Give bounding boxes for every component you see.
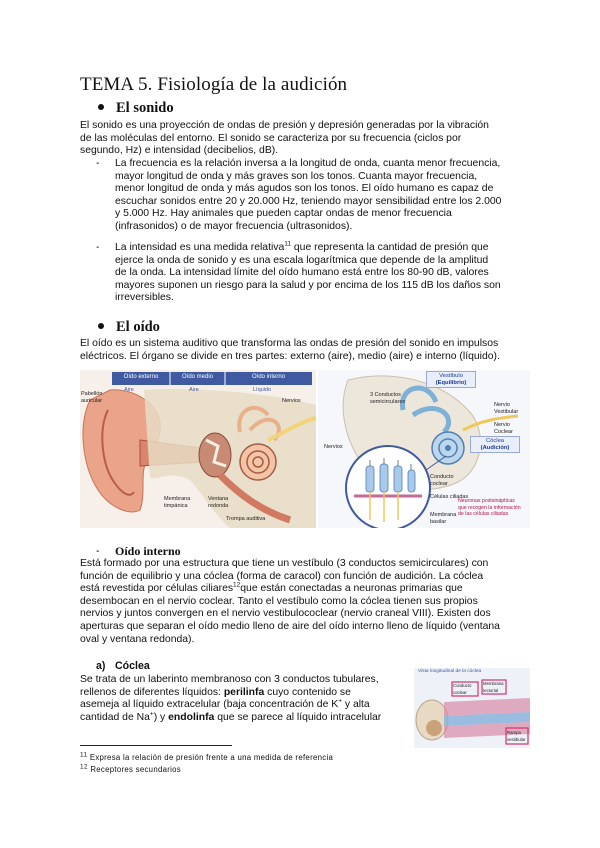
label-nervios-2: Nervios	[324, 444, 343, 450]
bullet-intensidad: - La intensidad es una medida relativa$^{11}$ que representa la cantidad de presión que ejerce la onda de sonido y es una escala logarítmica que depende de la amplitud de la onda. La intensidad límite del oído humano está entre los 80-90 dB, valores mayores suponen un riesgo para la salud y por encima de los 115 dB los daños son irreversibles.	[96, 240, 501, 304]
inner-ear-body: Está formado por una estructura que tiene un vestíbulo (3 conductos semicirculares) con función de equilibrio y una cóclea (forma de caracol) con función de audición. La cóclea está revestida por células ciliares$^{12}$que están conectadas a neuronas primarias que desembocan en el nervio coclear. Tanto el vestíbulo como la cóclea tienen sus propios nervios y juntos convergen en el nervio vestibulococlear (nervio craneal VIII). Existen dos aperturas que separan el oído medio lleno de aire del oído interno lleno de líquido (ventana oval y ventana redonda).	[80, 558, 500, 645]
page-title: TEMA 5. Fisiología de la audición	[80, 74, 348, 95]
sub-aire-externo: Aire	[124, 387, 134, 393]
label-trompa-auditiva: Trompa auditiva	[226, 516, 266, 522]
inner-ear-figure	[318, 370, 530, 528]
label-vestibulo: Vestíbulo (Equilibrio)	[426, 371, 476, 388]
oido-intro: El oído es un sistema auditivo que transforma las ondas de presión del sonido en impulsos eléctricos. El órgano se divide en tres partes: externo (aire), medio (aire) e interno (líquido).	[80, 338, 500, 362]
cochlea-longitudinal-figure	[414, 668, 530, 748]
note-neuronas: Neuronas postsinápticas que recogen la información de las células ciliadas	[458, 498, 521, 517]
fig3-header: Vista longitudinal de la cóclea	[418, 669, 482, 674]
sub-aire-medio: Aire	[189, 387, 199, 393]
section-heading-sonido: El sonido	[98, 100, 174, 117]
bullet-dot-icon	[98, 104, 104, 110]
label-pabellon: Pabellón auricular	[81, 391, 103, 404]
tab-oido-externo: Oído externo	[123, 374, 159, 380]
inner-ear-dash: -	[96, 545, 100, 557]
sub-liquido: Líquido	[253, 387, 272, 393]
box-rampa-vestibular: Rampa vestibular	[507, 730, 526, 742]
section-heading-oido: El oído	[98, 319, 160, 336]
label-membrana-timpanica: Membrana timpánica	[164, 496, 191, 509]
box-conducto-coclear: Conducto coclear	[453, 683, 472, 695]
label-conducto-coclear: Conducto coclear	[430, 474, 454, 487]
label-conductos: 3 Conductos semicirculares	[370, 392, 406, 405]
footnote-12: $^{12}$ Receptores secundarios	[80, 763, 181, 774]
box-membrana-tectorial: Membrana tectorial	[483, 681, 504, 693]
coclea-body: Se trata de un laberinto membranoso con 3 conductos tubulares, rellenos de diferentes líquidos: perilinfa cuyo contenido se asemeja al líquido extracelular (baja concentración de K+ y alta cantidad de Na+) y endolinfa que se parece al líquido intracelular	[80, 674, 382, 723]
bullet-frecuencia: - La frecuencia es la relación inversa a la longitud de onda, cuanta menor frecuencia, mayor longitud de onda y más graves son los tonos. Cuanta mayor frecuencia, menor longitud de onda y más agudos son los tonos. El oído humano es capaz de escuchar sonidos entre 20 y 20.000 Hz, teniendo mayor sensibilidad entre los 2.000 y 5.000 Hz. Hay animales que pueden captar ondas de menor frecuencia (infrasonidos) o de mayor frecuencia (ultrasonidos).	[96, 158, 502, 232]
sonido-intro: El sonido es una proyección de ondas de presión y depresión generadas por la vibración de las moléculas del entorno. El sonido se caracteriza por su frecuencia (ciclos por segundo, Hz) e intensidad (decibelios, dB).	[80, 120, 489, 157]
tab-oido-interno: Oído interno	[251, 374, 286, 380]
ear-anatomy-figure	[80, 370, 316, 528]
label-nervio-vestibular: Nervio Vestibular	[494, 402, 519, 415]
label-nervio-coclear: Nervio Coclear	[494, 422, 513, 435]
label-membrana-basilar: Membrana basilar	[430, 512, 457, 525]
label-nervios: Nervios	[282, 398, 301, 404]
inner-ear-heading: Oído interno	[115, 544, 181, 558]
bullet-dot-icon	[98, 323, 104, 329]
footnote-11: $^{11}$ Expresa la relación de presión frente a una medida de referencia	[80, 751, 334, 762]
label-celulas-ciliadas: Células ciliadas	[430, 494, 469, 500]
coclea-marker: a)	[96, 660, 106, 672]
coclea-heading: Cóclea	[115, 660, 150, 672]
footnote-rule	[80, 745, 232, 746]
label-coclea: Cóclea (Audición)	[470, 436, 520, 453]
label-ventana-redonda: Ventana redonda	[208, 496, 229, 509]
tab-oido-medio: Oído medio	[181, 374, 214, 380]
